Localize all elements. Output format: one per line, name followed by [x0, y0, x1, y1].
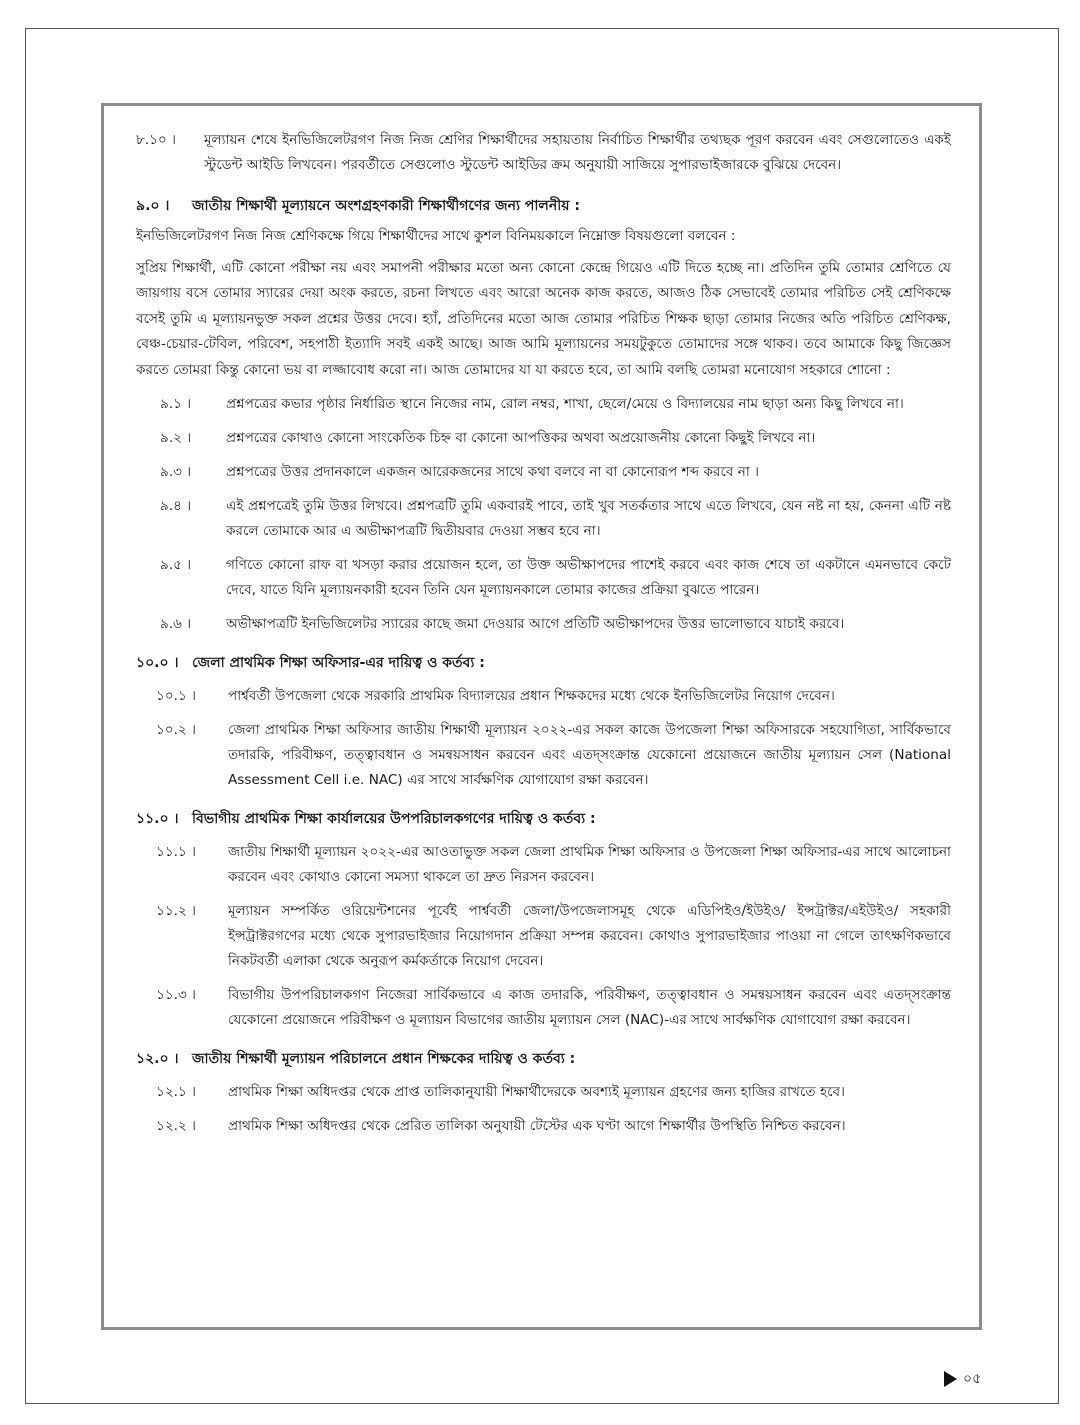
- item-number: ১১.৩ ।: [156, 987, 196, 1003]
- section-10-heading: [136, 651, 951, 675]
- triangle-right-icon: [944, 1371, 957, 1387]
- item-number: ৯.৬ ।: [160, 616, 192, 632]
- item-number: ৯.১ ।: [160, 396, 192, 412]
- heading-number: ১১.০ ।: [136, 811, 179, 827]
- heading-title: জেলা প্রাথমিক শিক্ষা অফিসার-এর দায়িত্ব ও কর্তব্য :: [192, 655, 485, 671]
- item-text: প্রশ্নপত্রের কভার পৃষ্ঠার নির্ধারিত স্থানে নিজের নাম, রোল নম্বর, শাখা, ছেলে/মেয়ে ও বিদ্যালয়ের নাম ছাড়া অন্য কিছু লিখবে না।: [226, 396, 904, 412]
- item-8-10: [136, 128, 951, 178]
- item-12-2: [156, 1114, 951, 1139]
- heading-number: ১০.০ ।: [136, 655, 179, 671]
- item-9-3: [160, 460, 951, 485]
- item-number: ৮.১০ ।: [136, 132, 176, 148]
- item-9-1: [160, 392, 951, 417]
- heading-title: বিভাগীয় প্রাথমিক শিক্ষা কার্যালয়ের উপপরিচালকগণের দায়িত্ব ও কর্তব্য :: [192, 811, 596, 827]
- item-text: প্রাথমিক শিক্ষা অধিদপ্তর থেকে প্রাপ্ত তালিকানুযায়ী শিক্ষার্থীদেরকে অবশ্যই মূল্যায়ন গ্রহণের জন্য হাজির রাখতে হবে।: [228, 1084, 845, 1100]
- item-text: প্রশ্নপত্রের কোথাও কোনো সাংকেতিক চিহ্ন বা কোনো আপত্তিকর অথবা অপ্রয়োজনীয় কোনো কিছুই লিখবে না।: [226, 430, 816, 446]
- item-number: ১২.১ ।: [156, 1084, 196, 1100]
- heading-title: জাতীয় শিক্ষার্থী মূল্যায়নে অংশগ্রহণকারী শিক্ষার্থীগণের জন্য পালনীয় :: [192, 198, 580, 214]
- section-9-body: সুপ্রিয় শিক্ষার্থী, এটি কোনো পরীক্ষা নয় এবং সমাপনী পরীক্ষার মতো অন্য কোনো কেন্দ্রে গিয়েও এটি দিতে হচ্ছে না। প্রতিদিন তুমি তোমার শ্রেণিতে যে জায়গায় বসে তোমার স্যারের দেয়া অংক করতে, রচনা লিখতে এবং আরো অনেক কাজ করতে, আজও ঠিক সেভাবেই তোমার পরিচিত সেই শ্রেণিকক্ষে বসেই তুমি এ মূল্যায়নভুক্ত সকল প্রশ্নের উত্তর দেবে। হ্যাঁ, প্রতিদিনের মতো আজ তোমার পরিচিত শিক্ষক ছাড়া তোমার নিজের অতি পরিচিত শ্রেণিকক্ষ, বেঞ্চ-চেয়ার-টেবিল, পরিবেশ, সহপাঠী ইত্যাদি সবই একই আছে। আজ আমি মূল্যায়নের সময়টুকুতে তোমাদের সঙ্গে থাকব। তবে আমাকে কিছু জিজ্ঞেস করতে তোমরা কিন্তু কোনো ভয় বা লজ্জাবোধ করো না। আজ তোমাদের যা যা করতে হবে, তা আমি বলছি তোমরা মনোযোগ সহকারে শোনো :: [136, 259, 951, 378]
- item-12-1: [156, 1080, 951, 1105]
- item-text: এই প্রশ্নপত্রেই তুমি উত্তর লিখবে। প্রশ্নপত্রটি তুমি একবারই পাবে, তাই খুব সতর্কতার সাথে এতে লিখবে, যেন নষ্ট না হয়, কেননা এটি নষ্ট করলে তোমাকে আর এ অভীক্ষাপত্রটি দ্বিতীয়বার দেওয়া সম্ভব হবে না।: [226, 498, 951, 539]
- item-number: ১০.২ ।: [156, 722, 197, 738]
- item-number: ৯.৪ ।: [160, 498, 192, 514]
- item-text: অভীক্ষাপত্রটি ইনভিজিলেটর স্যারের কাছে জমা দেওয়ার আগে প্রতিটি অভীক্ষাপদের উত্তর ভালোভাবে যাচাই করবে।: [226, 616, 845, 632]
- item-number: ১০.১ ।: [156, 688, 196, 704]
- section-11-heading: [136, 807, 951, 831]
- section-12-heading: [136, 1047, 951, 1071]
- item-9-6: [160, 612, 951, 637]
- item-text: প্রাথমিক শিক্ষা অধিদপ্তর থেকে প্রেরিত তালিকা অনুযায়ী টেস্টের এক ঘণ্টা আগে শিক্ষার্থীর উপস্থিতি নিশ্চিত করবেন।: [228, 1118, 846, 1134]
- item-text: জাতীয় শিক্ষার্থী মূল্যায়ন ২০২২-এর আওতাভুক্ত সকল জেলা প্রাথমিক শিক্ষা অফিসার ও উপজেলা শিক্ষা অফিসার-এর সাথে আলোচনা করবেন এবং কোথাও কোনো সমস্যা থাকলে তা দ্রুত নিরসন করবেন।: [228, 844, 951, 885]
- content-frame: [101, 103, 982, 1330]
- item-number: ১২.২ ।: [156, 1118, 197, 1134]
- item-9-5: [160, 553, 951, 603]
- item-number: ১১.১ ।: [156, 844, 196, 860]
- heading-title: জাতীয় শিক্ষার্থী মূল্যায়ন পরিচালনে প্রধান শিক্ষকের দায়িত্ব ও কর্তব্য :: [192, 1051, 576, 1067]
- item-text: পার্শ্ববর্তী উপজেলা থেকে সরকারি প্রাথমিক বিদ্যালয়ের প্রধান শিক্ষকদের মধ্যে থেকে ইনভিজিলেটর নিয়োগ দেবেন।: [228, 688, 835, 704]
- item-number: ১১.২ ।: [156, 903, 196, 919]
- item-text: মূল্যায়ন শেষে ইনভিজিলেটরগণ নিজ নিজ শ্রেণির শিক্ষার্থীদের সহায়তায় নির্বাচিত শিক্ষার্থীর তথ্যছক পূরণ করবেন এবং সেগুলোতেও একই স্টুডেন্ট আইডি লিখবেন। পরবর্তীতে সেগুলোও স্টুডেন্ট আইডির ক্রম অনুযায়ী সাজিয়ে সুপারভাইজারকে বুঝিয়ে দেবেন।: [204, 132, 951, 173]
- item-9-4: [160, 494, 951, 544]
- item-10-1: [156, 684, 951, 709]
- item-11-1: [156, 840, 951, 890]
- item-11-2: [156, 899, 951, 974]
- item-text: জেলা প্রাথমিক শিক্ষা অফিসার জাতীয় শিক্ষার্থী মূল্যায়ন ২০২২-এর সকল কাজে উপজেলা শিক্ষা অফিসারকে সহযোগিতা, সার্বিকভাবে তদারকি, পরিবীক্ষণ, তত্ত্বাবধান ও সমন্বয়সাধন করবেন এবং এতদ্‌সংক্রান্ত যেকোনো প্রয়োজনে জাতীয় মূল্যায়ন সেল (National Assessment Cell i.e. NAC) এর সাথে সার্বক্ষণিক যোগাযোগ রক্ষা করবেন।: [228, 722, 951, 788]
- item-text: প্রশ্নপত্রের উত্তর প্রদানকালে একজন আরেকজনের সাথে কথা বলবে না বা কোনোরূপ শব্দ করবে না ।: [226, 464, 760, 480]
- item-9-2: [160, 426, 951, 451]
- item-number: ৯.৫ ।: [160, 557, 192, 573]
- item-number: ৯.২ ।: [160, 430, 192, 446]
- item-number: ৯.৩ ।: [160, 464, 192, 480]
- page-number: ০৫: [963, 1371, 982, 1387]
- item-text: গণিতে কোনো রাফ বা খসড়া করার প্রয়োজন হলে, তা উক্ত অভীক্ষাপদের পাশেই করবে এবং কাজ শেষে তা একটানে এমনভাবে কেটে দেবে, যাতে যিনি মূল্যায়নকারী হবেন তিনি যেন মূল্যায়নকালে তোমার কাজের প্রক্রিয়া বুঝতে পারেন।: [226, 557, 951, 598]
- item-text: বিভাগীয় উপপরিচালকগণ নিজেরা সার্বিকভাবে এ কাজ তদারকি, পরিবীক্ষণ, তত্ত্বাবধান ও সমন্বয়সাধন করবেন এবং এতদ্‌সংক্রান্ত যেকোনো প্রয়োজনে পরিবীক্ষণ ও মূল্যায়ন বিভাগের জাতীয় মূল্যায়ন সেল (NAC)-এর সাথে সার্বক্ষণিক যোগাযোগ রক্ষা করবেন।: [228, 987, 951, 1028]
- heading-number: ১২.০ ।: [136, 1051, 179, 1067]
- page-footer: [944, 1367, 981, 1391]
- item-10-2: [156, 718, 951, 793]
- heading-number: ৯.০ ।: [136, 198, 170, 214]
- item-11-3: [156, 983, 951, 1033]
- section-9-heading: [136, 194, 951, 218]
- item-text: মূল্যায়ন সম্পর্কিত ওরিয়েন্টশনের পূর্বেই পার্শ্ববর্তী জেলা/উপজেলাসমূহ থেকে এডিপিইও/ইউইও/ ইন্সট্রাক্টর/এইউইও/ সহকারী ইন্সট্রাক্টরগণের মধ্যে থেকে সুপারভাইজার নিয়োগদান প্রক্রিয়া সম্পন্ন করবেন। কোথাও সুপারভাইজার পাওয়া না গেলে তাৎক্ষণিকভাবে নিকটবর্তী এলাকা থেকে অনুরূপ কর্মকর্তাকে নিয়োগ দেবেন।: [228, 903, 951, 969]
- section-9-intro: ইনভিজিলেটরগণ নিজ নিজ শ্রেণিকক্ষে গিয়ে শিক্ষার্থীদের সাথে কুশল বিনিময়কালে নিম্নোক্ত বিষয়গুলো বলবেন :: [136, 228, 736, 244]
